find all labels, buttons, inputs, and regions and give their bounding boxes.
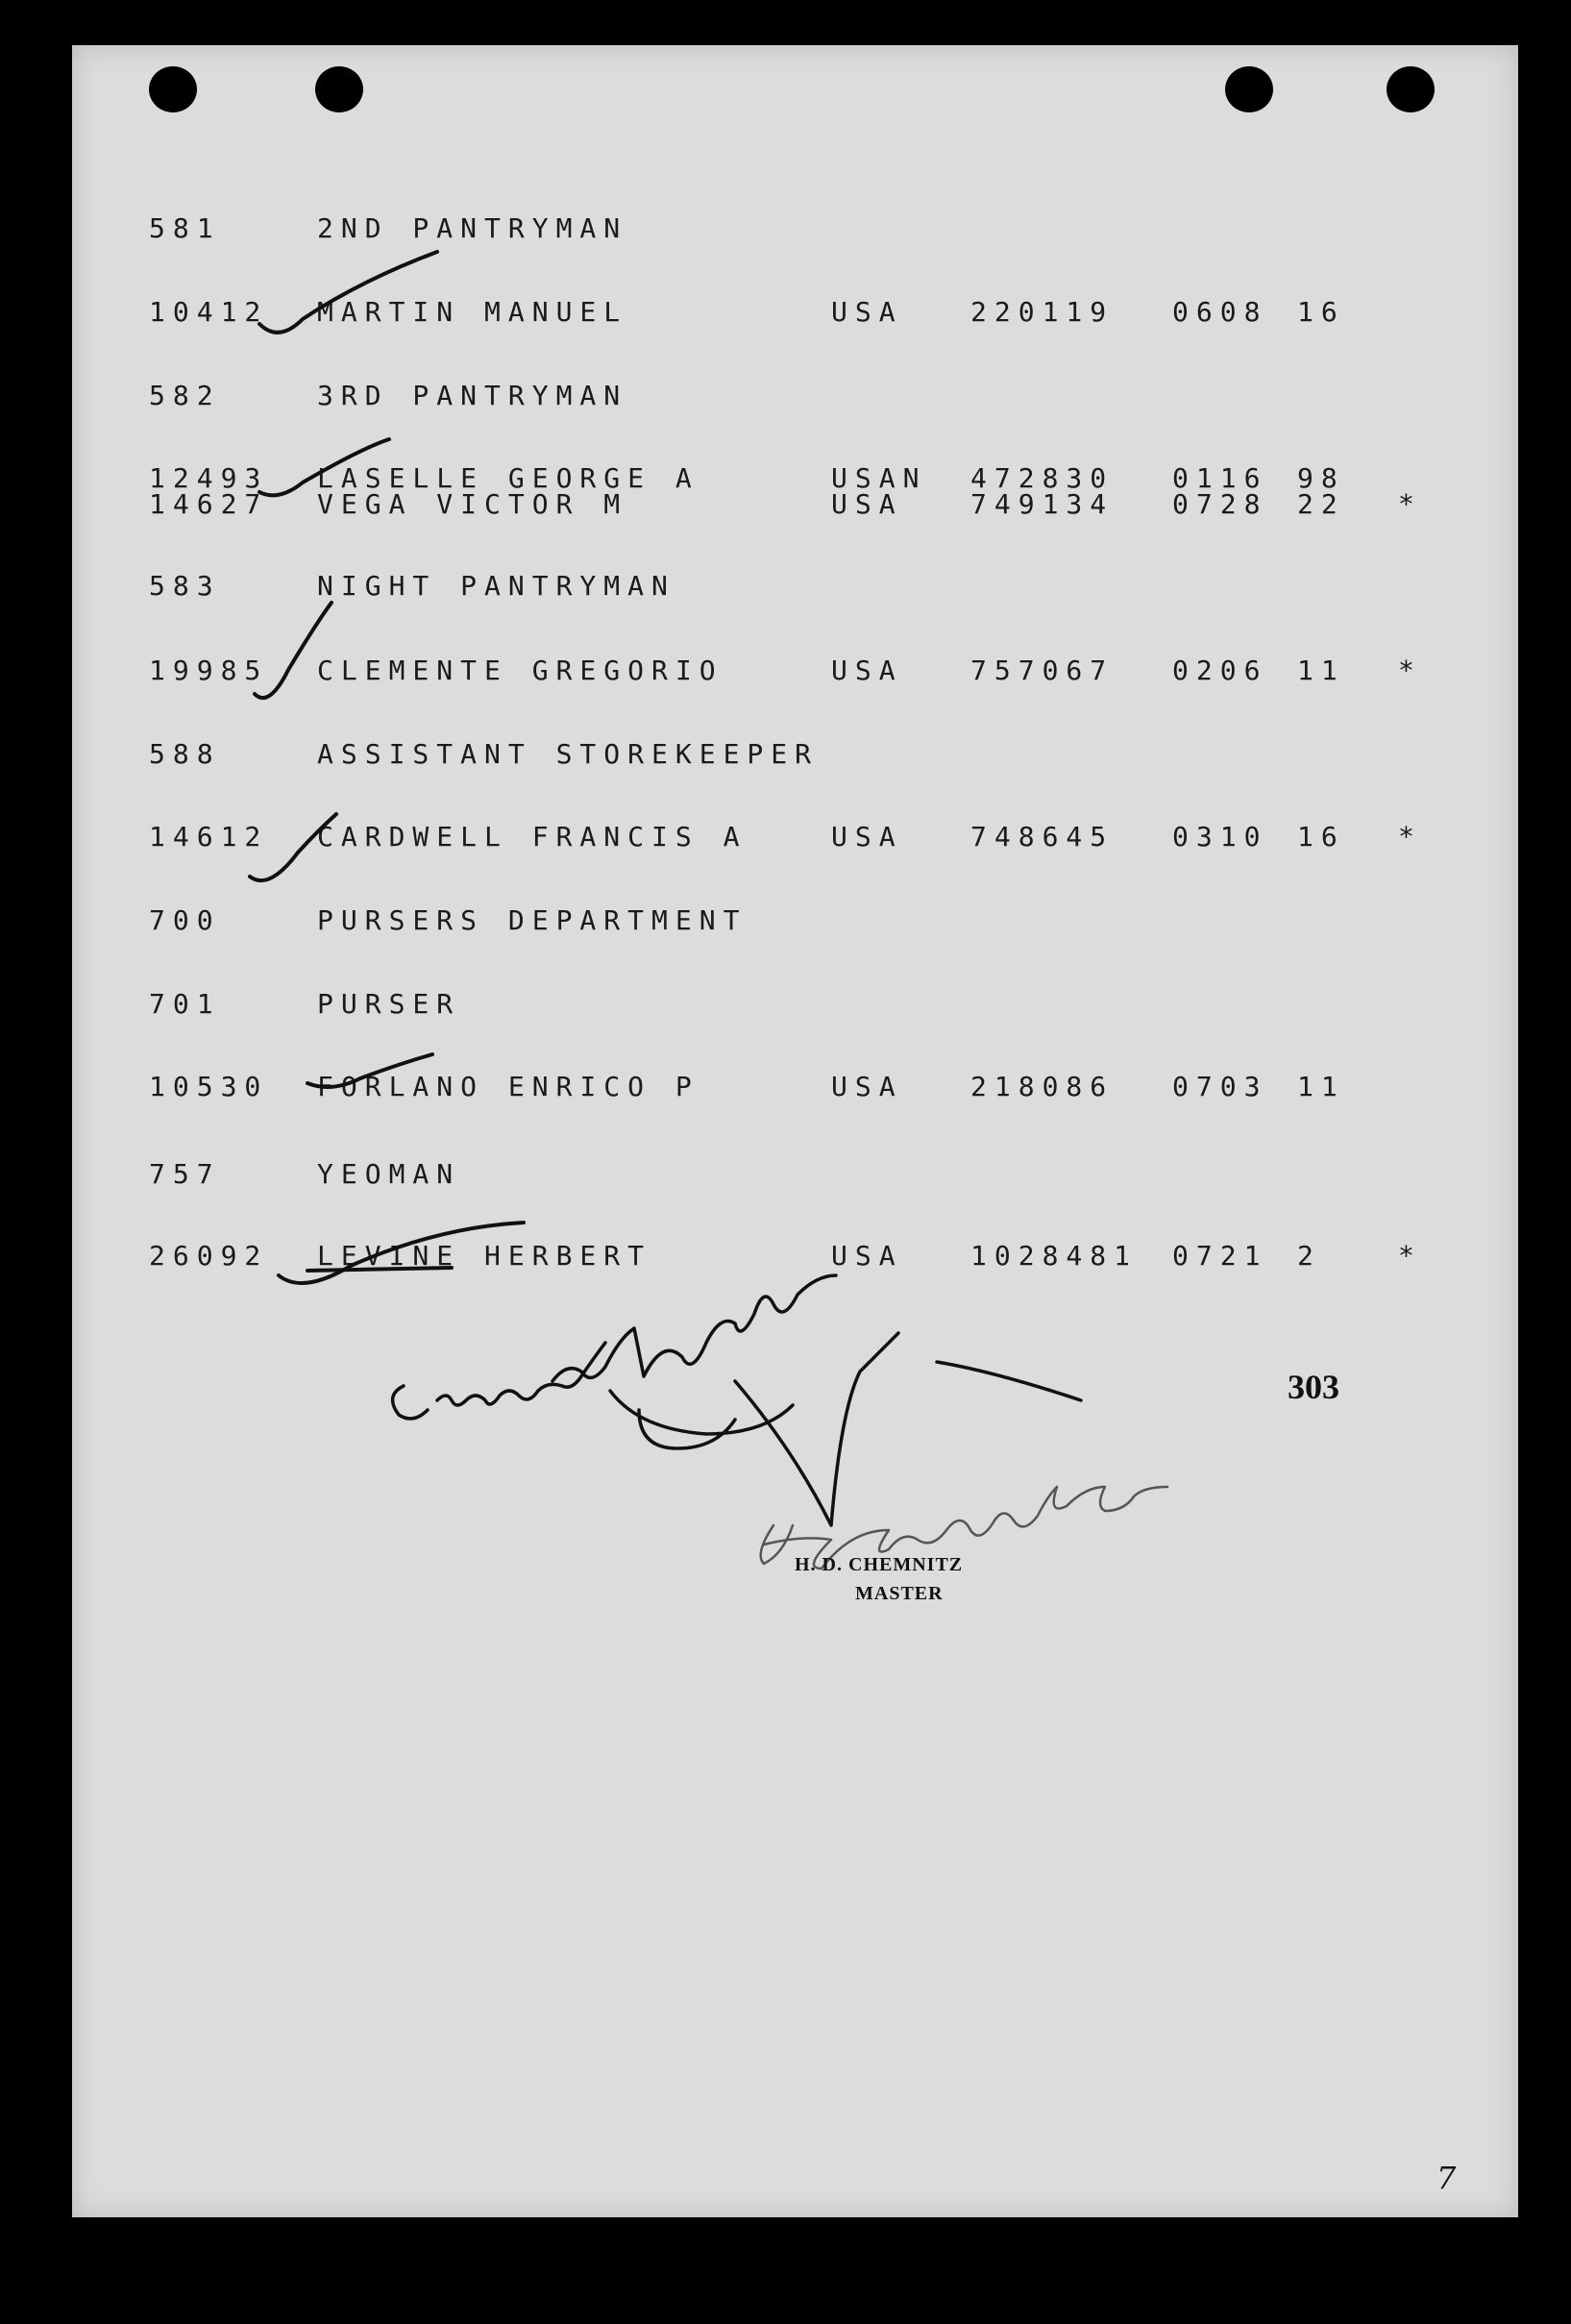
crew-row (72, 820, 1518, 858)
crew-row (72, 1239, 1518, 1277)
section-title: PURSERS DEPARTMENT (317, 904, 748, 936)
punch-hole (149, 66, 197, 112)
crew-date: 0116 (1172, 462, 1268, 494)
crew-number: 748645 (970, 821, 1115, 853)
section-code: 757 (149, 1158, 221, 1190)
punch-hole (315, 66, 363, 112)
section-title: NIGHT PANTRYMAN (317, 570, 675, 602)
crew-row (72, 654, 1518, 692)
section-code: 701 (149, 988, 221, 1020)
punch-hole (1387, 66, 1435, 112)
crew-id: 26092 (149, 1240, 269, 1272)
crew-date: 0728 (1172, 488, 1268, 520)
section-code: 588 (149, 738, 221, 770)
section-title: ASSISTANT STOREKEEPER (317, 738, 820, 770)
crew-id: 12493 (149, 462, 269, 494)
crew-nationality: USA (831, 1071, 903, 1102)
crew-row (72, 295, 1518, 334)
section-header (72, 211, 1518, 250)
crew-row (72, 487, 1518, 526)
crew-date: 0721 (1172, 1240, 1268, 1272)
crew-name: CLEMENTE GREGORIO (317, 655, 724, 686)
crew-date: 0206 (1172, 655, 1268, 686)
crew-age: 2 (1297, 1240, 1321, 1272)
crew-date: 0310 (1172, 821, 1268, 853)
section-header (72, 903, 1518, 942)
section-code: 581 (149, 212, 221, 244)
crew-number: 218086 (970, 1071, 1115, 1102)
crew-name: LEVINE HERBERT (317, 1240, 652, 1272)
crew-age: 11 (1297, 1071, 1345, 1102)
crew-id: 19985 (149, 655, 269, 686)
crew-nationality: USA (831, 296, 903, 328)
crew-number: 757067 (970, 655, 1115, 686)
section-code: 583 (149, 570, 221, 602)
crew-number: 472830 (970, 462, 1115, 494)
handwritten-marks (72, 45, 1518, 2217)
crew-age: 11 (1297, 655, 1345, 686)
handwritten-note (393, 1275, 1081, 1525)
section-header (72, 379, 1518, 417)
crew-number: 1028481 (970, 1240, 1139, 1272)
section-header (72, 737, 1518, 776)
punch-hole (1225, 66, 1273, 112)
section-title: PURSER (317, 988, 461, 1020)
crew-mark: * (1398, 1240, 1422, 1272)
section-header (72, 1157, 1518, 1196)
crew-age: 22 (1297, 488, 1345, 520)
section-title: YEOMAN (317, 1158, 461, 1190)
crew-age: 16 (1297, 296, 1345, 328)
crew-id: 14627 (149, 488, 269, 520)
crew-name: VEGA VICTOR M (317, 488, 628, 520)
section-code: 582 (149, 380, 221, 411)
crew-date: 0703 (1172, 1071, 1268, 1102)
master-name: H. D. CHEMNITZ (795, 1554, 964, 1575)
crew-age: 16 (1297, 821, 1345, 853)
crew-number: 749134 (970, 488, 1115, 520)
crew-nationality: USA (831, 821, 903, 853)
section-header (72, 569, 1518, 607)
crew-nationality: USA (831, 1240, 903, 1272)
master-title: MASTER (855, 1583, 944, 1604)
crew-name: LASELLE GEORGE A (317, 462, 700, 494)
crew-age: 98 (1297, 462, 1345, 494)
crew-nationality: USAN (831, 462, 927, 494)
crew-date: 0608 (1172, 296, 1268, 328)
page-number: 303 (1288, 1368, 1339, 1406)
crew-mark: * (1398, 655, 1422, 686)
section-code: 700 (149, 904, 221, 936)
crew-number: 220119 (970, 296, 1115, 328)
crew-name: FORLANO ENRICO P (317, 1071, 700, 1102)
crew-id: 14612 (149, 821, 269, 853)
crew-row (72, 1070, 1518, 1108)
crew-name: MARTIN MANUEL (317, 296, 628, 328)
crew-mark: * (1398, 821, 1422, 853)
crew-id: 10412 (149, 296, 269, 328)
section-header (72, 987, 1518, 1026)
crew-nationality: USA (831, 655, 903, 686)
manifest-page (72, 45, 1518, 2217)
section-title: 2ND PANTRYMAN (317, 212, 628, 244)
corner-mark: 7 (1436, 2160, 1457, 2196)
crew-mark: * (1398, 488, 1422, 520)
crew-nationality: USA (831, 488, 903, 520)
section-title: 3RD PANTRYMAN (317, 380, 628, 411)
crew-id: 10530 (149, 1071, 269, 1102)
crew-name: CARDWELL FRANCIS A (317, 821, 748, 853)
